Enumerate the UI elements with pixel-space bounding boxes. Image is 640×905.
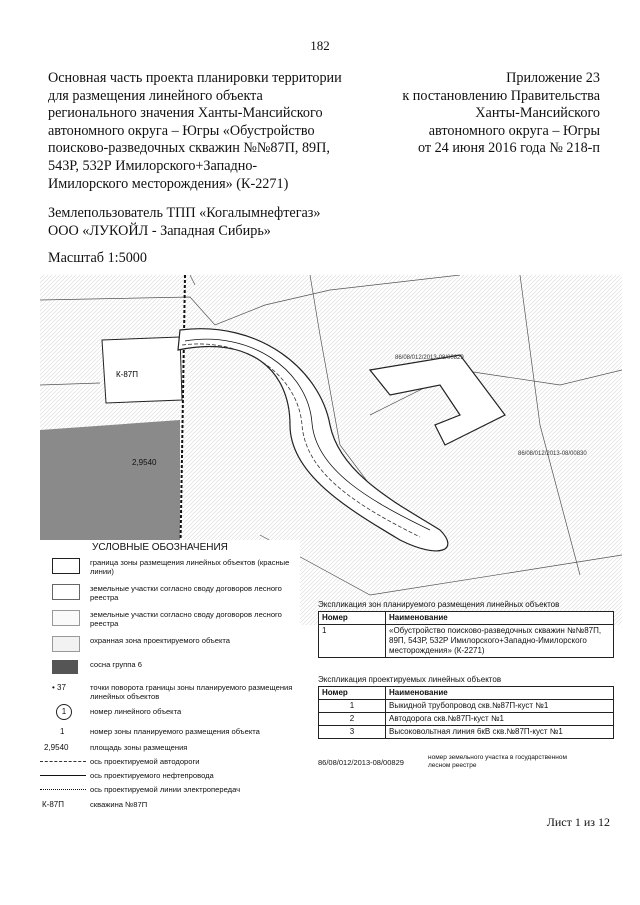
legend-symbol-plot: [52, 584, 80, 600]
objects-table: [318, 686, 614, 739]
cadastral-label: 86/08/012/2013-08/00829: [395, 355, 464, 361]
project-title-line: Основная часть проекта планировки территории: [48, 70, 342, 86]
project-title-line: поисково-разведочных скважин №№87П, 89П,: [48, 140, 330, 157]
well-label: К-87П: [116, 370, 138, 379]
land-user-line: ООО «ЛУКОЙЛ - Западная Сибирь»: [48, 222, 271, 239]
appendix-line: от 24 июня 2016 года № 218-п: [417, 140, 600, 157]
table-header: Номер: [319, 687, 386, 700]
legend-text: земельные участки согласно своду договоров лесного реестра: [90, 584, 282, 602]
legend-text: точки поворота границы зоны планируемого размещения линейных объектов: [90, 683, 293, 701]
table-header: Наименование: [386, 612, 614, 625]
table-cell: Выкидной трубопровод скв.№87П-куст №1: [386, 700, 614, 713]
cadastral-number-description: номер земельного участка в государственном лесном реестре: [428, 754, 567, 769]
legend-symbol-point: • 37: [52, 683, 66, 692]
legend-symbol-plot: [52, 610, 80, 626]
table-cell: 1: [319, 625, 386, 658]
legend-symbol-pipeline-axis: [40, 775, 86, 776]
table-cell: 1: [319, 700, 386, 713]
area-label: 2,9540: [132, 458, 157, 467]
legend-symbol-pine: [52, 660, 78, 674]
map-legend: [40, 540, 300, 835]
legend-text: ось проектируемой линии электропередач: [90, 785, 241, 794]
table-row: [319, 726, 614, 739]
appendix-line: Ханты-Мансийского: [475, 105, 600, 122]
legend-text: охранная зона проектируемого объекта: [90, 636, 231, 645]
legend-text: граница зоны размещения линейных объектов (красные линии): [90, 558, 290, 576]
table-row: [319, 700, 614, 713]
legend-symbol-boundary: [52, 558, 80, 574]
legend-symbol-object-number: 1: [56, 704, 72, 720]
legend-symbol-well: К-87П: [42, 800, 64, 809]
appendix-line: к постановлению Правительства: [402, 87, 600, 104]
table-cell: Высоковольтная линия 6кВ скв.№87П-куст №1: [386, 726, 614, 739]
legend-text: номер зоны планируемого размещения объекта: [90, 727, 260, 736]
sheet-number: Лист 1 из 12: [546, 815, 610, 829]
legend-symbol-area: 2,9540: [44, 743, 69, 752]
project-title-line: регионального значения Ханты-Мансийского: [48, 105, 323, 122]
legend-symbol-powerline-axis: [40, 789, 86, 790]
cadastral-number-sample: 86/08/012/2013-08/00829: [318, 758, 404, 767]
objects-table-caption: Экспликация проектируемых линейных объектов: [318, 675, 502, 684]
legend-symbol-road-axis: [40, 761, 86, 762]
legend-text: номер линейного объекта: [90, 707, 182, 716]
cadastral-label: 86/08/012/2013-08/00830: [518, 451, 587, 457]
zones-table-caption: Экспликация зон планируемого размещения линейных объектов: [318, 600, 560, 609]
table-cell: «Обустройство поисково-разведочных скважин №№87П, 89П, 543Р, 532Р Имилорского+Западно-Имилорского месторождения» (К-2271): [386, 625, 614, 658]
well-pad: [102, 337, 182, 403]
legend-text: сосна группа 6: [90, 660, 142, 669]
legend-text: площадь зоны размещения: [90, 743, 188, 752]
land-user-block: [48, 205, 321, 240]
appendix-line: автономного округа – Югры: [428, 122, 600, 139]
table-row: [319, 713, 614, 726]
table-row: [319, 625, 614, 658]
legend-text: земельные участки согласно своду договоров лесного реестра: [90, 610, 282, 628]
table-header: Номер: [319, 612, 386, 625]
legend-symbol-protection-zone: [52, 636, 80, 652]
project-title-line: Имилорского месторождения» (К-2271): [48, 175, 289, 192]
table-cell: 3: [319, 726, 386, 739]
project-title-line: автономного округа – Югры «Обустройство: [48, 122, 315, 139]
appendix-block: [360, 70, 600, 158]
legend-title: УСЛОВНЫЕ ОБОЗНАЧЕНИЯ: [92, 542, 228, 553]
legend-text: скважина №87П: [90, 800, 148, 809]
legend-text: ось проектируемой автодороги: [90, 757, 200, 766]
land-user-line: Землепользователь ТПП «Когалымнефтегаз»: [48, 205, 321, 221]
table-cell: 2: [319, 713, 386, 726]
table-header: Наименование: [386, 687, 614, 700]
map-scale: Масштаб 1:5000: [48, 250, 147, 266]
table-cell: Автодорога скв.№87П-куст №1: [386, 713, 614, 726]
project-title-line: 543Р, 532Р Имилорского+Западно-: [48, 157, 258, 174]
project-title-line: для размещения линейного объекта: [48, 87, 263, 104]
zones-table: [318, 611, 614, 658]
appendix-line: Приложение 23: [506, 70, 600, 86]
legend-text: ось проектируемого нефтепровода: [90, 771, 214, 780]
project-title-block: [48, 70, 368, 193]
page-number: 182: [310, 38, 330, 53]
legend-symbol-zone-number: 1: [60, 727, 65, 736]
